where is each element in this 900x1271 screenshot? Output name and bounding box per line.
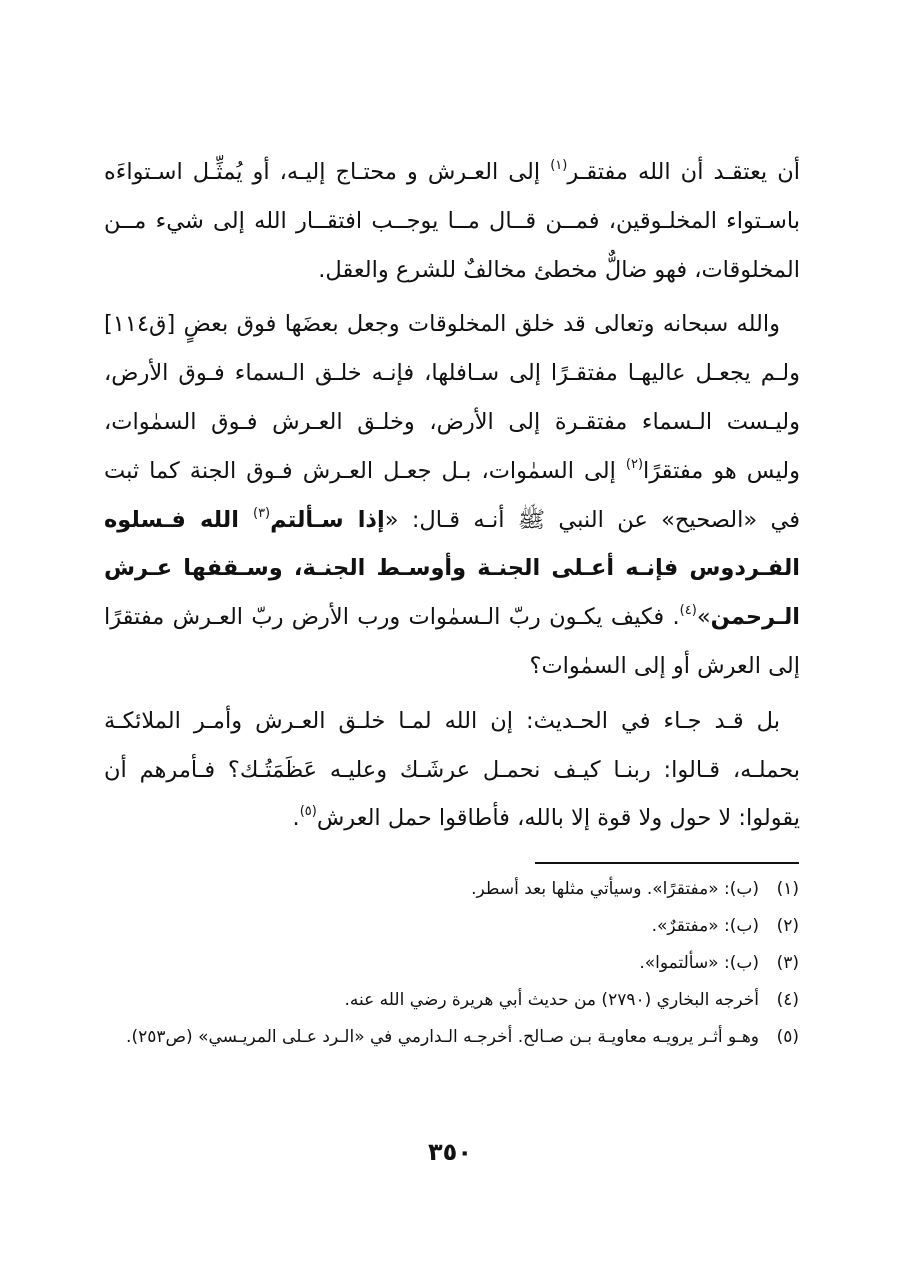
footnote-ref-5[interactable]: (٥) [299,804,317,820]
page-number: ٣٥٠ [428,1138,472,1166]
hadith-text-bold: إذا سـألتم [270,506,385,533]
paragraph-3 [104,697,800,843]
footnote-item [103,873,799,906]
footnotes [103,873,799,1058]
paragraph-2 [104,300,800,690]
text-span: أن يعتقـد أن الله مفتقـر [567,159,801,185]
footnote-number: (٢) [776,916,799,936]
footnote-item [103,1021,799,1054]
footnote-number: (١) [776,879,799,899]
footnote-number: (٣) [776,953,799,973]
hadith-text-bold: الله فـسلوه الفـردوس فإنـه أعـلى الجنـة وأوسـط الجنـة، وسـقفها عـرش الـرحمن [104,506,800,631]
footnote-item [103,984,799,1017]
text-span: . [292,805,300,832]
text-span: إلى السمٰوات، بـل جعـل العـرش فـوق الجنة كما ثبت في «الصحيح» عن النبي ﷺ أنـه قـال: « [104,457,800,533]
footnote-text: وهـو أثـر يرويـه معاويـة بـن صـالح. أخرجـه الـدارمي في «الـرد عـلى المريـسي» (ص٢٥٣). [126,1027,759,1047]
main-text [104,148,800,849]
footnote-text: (ب): «مفتقرٌ». [651,916,759,936]
footnote-text: أخرجه البخاري (٢٧٩٠) من حديث أبي هريرة رضي الله عنه. [344,990,759,1010]
footnote-text: (ب): «سألتموا». [639,953,759,973]
footnote-ref-3[interactable]: (٣) [252,505,271,521]
footnote-ref-1[interactable]: (١) [550,158,568,173]
footnote-separator [535,862,799,864]
footnote-item [103,947,799,980]
footnote-number: (٤) [776,990,799,1010]
footnote-number: (٥) [776,1027,799,1047]
footnote-ref-4[interactable]: (٤) [679,603,697,619]
text-span: والله سبحانه وتعالى قد خلق المخلوقات وجعل بعضَها فوق بعضٍ [ق١١٤] ولـم يجعـل عاليهـا مفتقـرًا إلى سـافلها، فإنـه خلـق الـسماء فـوق الأرض، وليـست الـسماء مفتقـرة إلى الأرض، وخلـق العـرش فـوق السمٰوات، وليس هو مفتقرًا [104,311,801,484]
footnote-text: (ب): «مفتقرًا». وسيأتي مثلها بعد أسطر. [471,879,759,899]
text-span: . فكيف يكـون ربّ الـسمٰوات ورب الأرض ربّ العـرش مفتقرًا إلى العرش أو إلى السمٰوات؟ [104,604,800,679]
text-span: إلى العـرش و محتـاج إليـه، أو يُمثِّـل اسـتواءَه باسـتواء المخلـوقين، فمــن قــال مــا يوجــب افتقــار الله إلى شيء مــن المخلوقات، فهو ضالٌّ مخطئ مخالفٌ للشرع والعقل. [104,159,800,283]
footnote-ref-2[interactable]: (٢) [625,456,644,472]
text-span: بل قـد جـاء في الحـديث: إن الله لمـا خلـق العـرش وأمـر الملائكـة بحملـه، قـالوا: ربنـا كيـف نحمـل عرشَـك وعليـه عَظَمَتُـك؟ فـأمرهم أن يقولوا: لا حول ولا قوة إلا بالله، فأطاقوا حمل العرش [104,707,800,832]
footnote-item [103,910,799,943]
paragraph-1 [104,148,800,294]
text-span: » [696,604,711,631]
